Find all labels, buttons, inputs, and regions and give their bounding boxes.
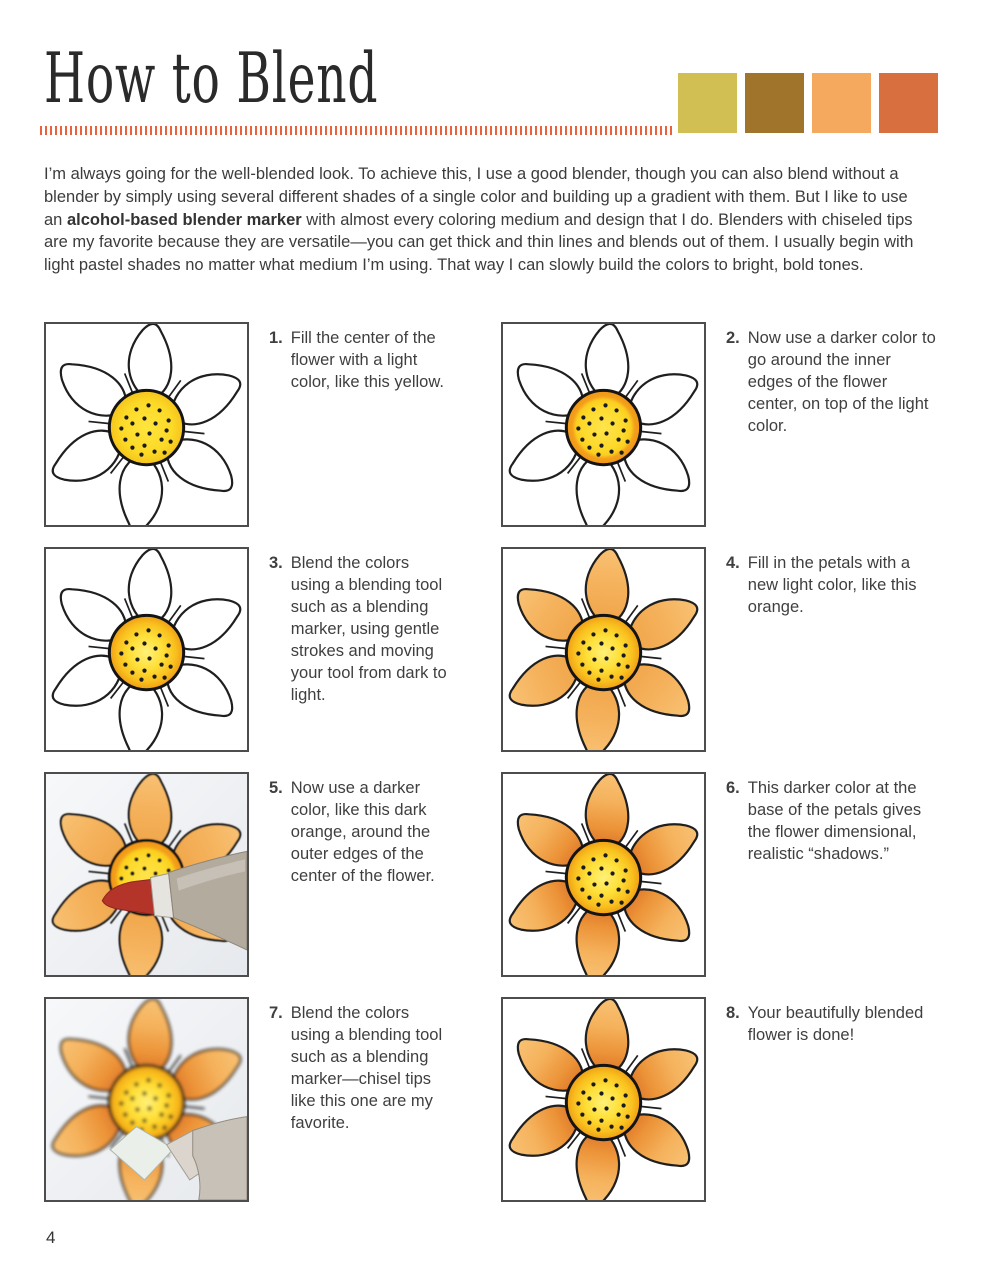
swatch-light-orange (812, 73, 871, 133)
step-2-number: 2. (726, 329, 740, 347)
step-7-image (44, 997, 249, 1202)
step-8-number: 8. (726, 1004, 740, 1022)
intro-text-start: I’m always going for the well-blended look. To achieve this, I use a good blender, though you can also blend without a blender by simply using several different shades of a single color and building up a gradient with them. But I like to use an (44, 165, 908, 229)
step-1-caption (267, 322, 483, 527)
step-5-image (44, 772, 249, 977)
step-3-caption (267, 547, 483, 752)
page-title: How to Blend (44, 37, 379, 120)
step-4-number: 4. (726, 554, 740, 572)
step-3-image (44, 547, 249, 752)
step-5-caption (267, 772, 483, 977)
step-7-caption (267, 997, 483, 1202)
swatch-olive-yellow (678, 73, 737, 133)
dashed-rule (40, 126, 672, 135)
step-6-caption (724, 772, 970, 977)
step-1-number: 1. (269, 329, 283, 347)
step-4-caption (724, 547, 970, 752)
page-number: 4 (46, 1228, 56, 1247)
swatch-burnt-orange (879, 73, 938, 133)
step-7-number: 7. (269, 1004, 283, 1022)
step-2-text: Now use a darker color to go around the inner edges of the flower center, on top of the light color. (747, 329, 936, 435)
swatch-golden-brown (745, 73, 804, 133)
intro-bold-phrase: alcohol-based blender marker (66, 210, 302, 229)
step-6-image (501, 772, 706, 977)
color-swatches (678, 73, 938, 133)
step-1-image (44, 322, 249, 527)
step-6-number: 6. (726, 779, 740, 797)
step-8-image (501, 997, 706, 1202)
step-3-number: 3. (269, 554, 283, 572)
step-7-text: Blend the colors using a blending tool such as a blending marker—chisel tips like this one are my favorite. (290, 1004, 443, 1132)
step-8-text: Your beautifully blended flower is done! (747, 1004, 924, 1044)
step-2-caption (724, 322, 970, 527)
step-6-text: This darker color at the base of the petals gives the flower dimensional, realistic “shadows.” (747, 779, 922, 863)
steps-grid (44, 322, 970, 1202)
intro-paragraph (44, 163, 922, 277)
step-4-text: Fill in the petals with a new light color, like this orange. (747, 554, 917, 616)
step-5-number: 5. (269, 779, 283, 797)
step-1-text: Fill the center of the flower with a light color, like this yellow. (290, 329, 444, 391)
step-8-caption (724, 997, 970, 1202)
step-3-text: Blend the colors using a blending tool such as a blending marker, using gentle strokes and moving your tool from dark to light. (290, 554, 447, 704)
step-2-image (501, 322, 706, 527)
step-4-image (501, 547, 706, 752)
step-5-text: Now use a darker color, like this dark orange, around the outer edges of the center of the flower. (290, 779, 435, 885)
intro-text-end: with almost every coloring medium and design that I do. Blenders with chiseled tips are my favorite because they are versatile—you can get thick and thin lines and blends out of them. I usually begin with light pastel shades no matter what medium I’m using. That way I can slowly build the colors to bright, bold tones. (44, 210, 914, 275)
